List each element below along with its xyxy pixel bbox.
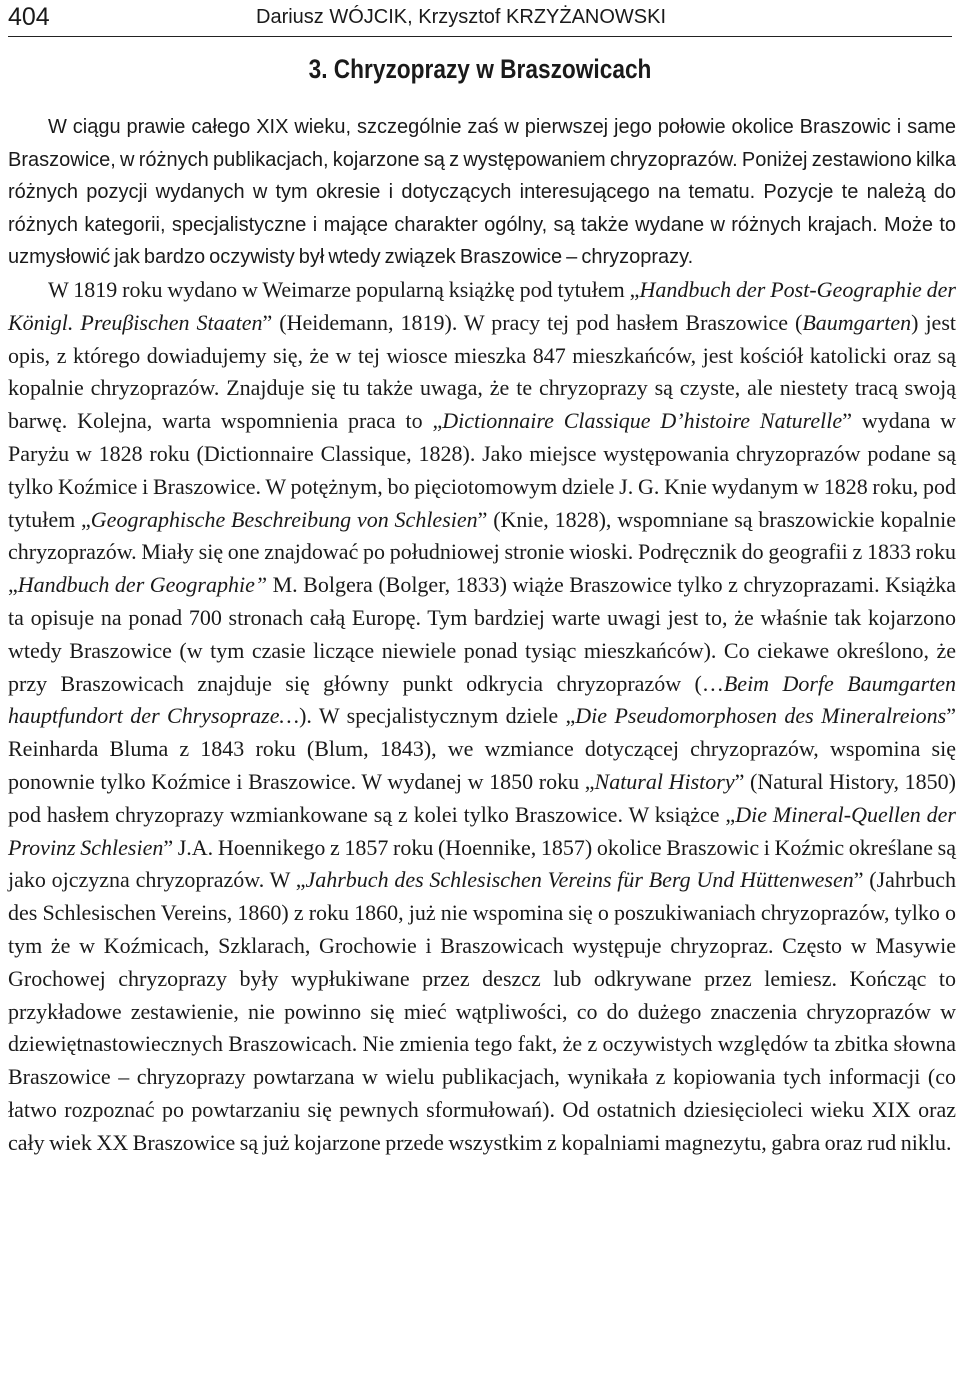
- text-run: ) jest opis, z którego dowiadujemy się, że w tej wiosce mieszka 847 mieszkańców, jest kościół katolicki oraz są kopalnie chryzoprazów. Znajduje się tu także uwaga, że te chryzoprazy są czyste, ale niestety tracą swoją barwę. Kolejna, warta wspomnienia praca to „: [8, 309, 956, 434]
- article-body: [8, 111, 956, 1159]
- text-run: ” Reinharda Bluma z 1843 roku (Blum, 1843), we wzmiance dotyczącej chryzoprazów, wspomina się ponownie tylko Koźmice i Braszowice. W wydanej w 1850 roku „: [8, 703, 956, 794]
- text-run: ” J.A. Hoennikego z 1857 roku (Hoennike, 1857) okolice Braszowic i Koźmic określane są jako ojczyzna chryzoprazów. W „: [8, 834, 957, 893]
- text-run: M. Bolgera (Bolger, 1833) wiąże Braszowice tylko z chryzoprazami. Książka ta opisuje na ponad 700 stronach całą Europę. Tym bardziej warte uwagi jest to, że właśnie tak kojarzono wtedy Braszowice (w tym czasie liczące niewiele ponad tysiąc mieszkańców). Co ciekawe określono, że przy Braszowicach znajduje się główny punkt odkrycia chryzoprazów (…: [8, 572, 956, 696]
- text-run: ” (Jahrbuch des Schlesischen Vereins, 1860) z roku 1860, już nie wspomina się o poszukiwaniach chryzoprazów, tylko o tym że w Koźmicach, Szklarach, Grochowie i Braszowicach występuje chryzopraz. Często w Masywie Grochowej chryzoprazy były wypłukiwane przez deszcz lub odkrywane przez lemiesz. Kończąc to przykładowe zestawienie, nie powinno się mieć wątpliwości, co do dużego znaczenia chryzoprazów w dziewiętnastowiecznych Braszowicach. Nie zmienia tego fakt, że z oczywistych względów ta zbitka słowna Braszowice – chryzoprazy powtarzana w wielu publikacjach, wynikała z kopiowania tych informacji (co łatwo rozpoznać po powtarzaniu się pewnych sformułowań). Od ostatnich dziesięcioleci wieku XIX oraz cały wiek XX Braszowice są już kojarzone przede wszystkim z kopalniami magnezytu, gabra oraz rud niklu.: [8, 867, 956, 1155]
- book-title: Die Pseudomorphosen des Mineralreions: [575, 703, 947, 729]
- paragraph-intro-text: W ciągu prawie całego XIX wieku, szczególnie zaś w pierwszej jego połowie okolice Braszowic i same Braszowice, w różnych publikacjach, kojarzone są z występowaniem chryzoprazów. Poniżej zestawiono kilka różnych pozycji wydanych w tym okresie i dotyczących interesującego na tematu. Pozycje te należą do różnych kategorii, specjalistyczne i mające charakter ogólny, są także wydane w różnych krajach. Może to uzmysłowić jak bardzo oczywisty był wtedy związek Braszowice – chryzoprazy.: [8, 116, 956, 269]
- text-run: ” (Natural History, 1850) pod hasłem chryzoprazy wzmiankowane są z kolei tylko Braszowice. W książce „: [8, 768, 956, 827]
- quotation: Beim Dorfe Baumgarten hauptfundort der Chrysopraze…: [8, 670, 957, 729]
- text-run: ” (Heidemann, 1819). W pracy tej pod hasłem Braszowice (: [262, 309, 803, 335]
- text-run: W 1819 roku wydano w Weimarze popularną książkę pod tytułem „: [48, 276, 640, 302]
- book-title: Natural History: [594, 768, 735, 794]
- running-head-authors: Dariusz WÓJCIK, Krzysztof KRZYŻANOWSKI: [256, 6, 667, 28]
- text-run: ” wydana w Paryżu w 1828 roku (Dictionnaire Classique, 1828). Jako miejsce występowania chryzoprazów podane są tylko Koźmice i Braszowice. W potężnym, bo pięciotomowym dziele J. G. Knie wydanym w 1828 roku, pod tytułem „: [8, 408, 956, 532]
- book-title: Geographische Beschreibung von Schlesien: [90, 506, 478, 532]
- running-header: [8, 2, 952, 37]
- section-title: 3. Chryzoprazy w Braszowicach: [308, 54, 652, 84]
- paragraph-sources: [8, 274, 956, 1160]
- book-title: Handbuch der Post-Geographie der Königl. Preuβischen Staaten: [8, 276, 956, 335]
- book-title: Jahrbuch des Schlesischen Vereins für Berg Und Hüttenwesen: [305, 867, 854, 893]
- book-title: Dictionnaire Classique D’histoire Naturelle: [442, 408, 843, 434]
- text-run: ). W specjalistycznym dziele „: [299, 703, 576, 729]
- book-title: Handbuch der Geographie”: [17, 572, 268, 598]
- text-run: ” (Knie, 1828), wspomniane są braszowickie kopalnie chryzoprazów. Miały się one znajdować po południowej stronie wioski. Podręcznik do geografii z 1833 roku „: [8, 506, 957, 598]
- place-name: Baumgarten: [802, 309, 912, 335]
- book-title: Die Mineral-Quellen der Provinz Schlesien: [8, 801, 956, 860]
- page-number: 404: [8, 3, 50, 31]
- paragraph-intro: [8, 111, 956, 274]
